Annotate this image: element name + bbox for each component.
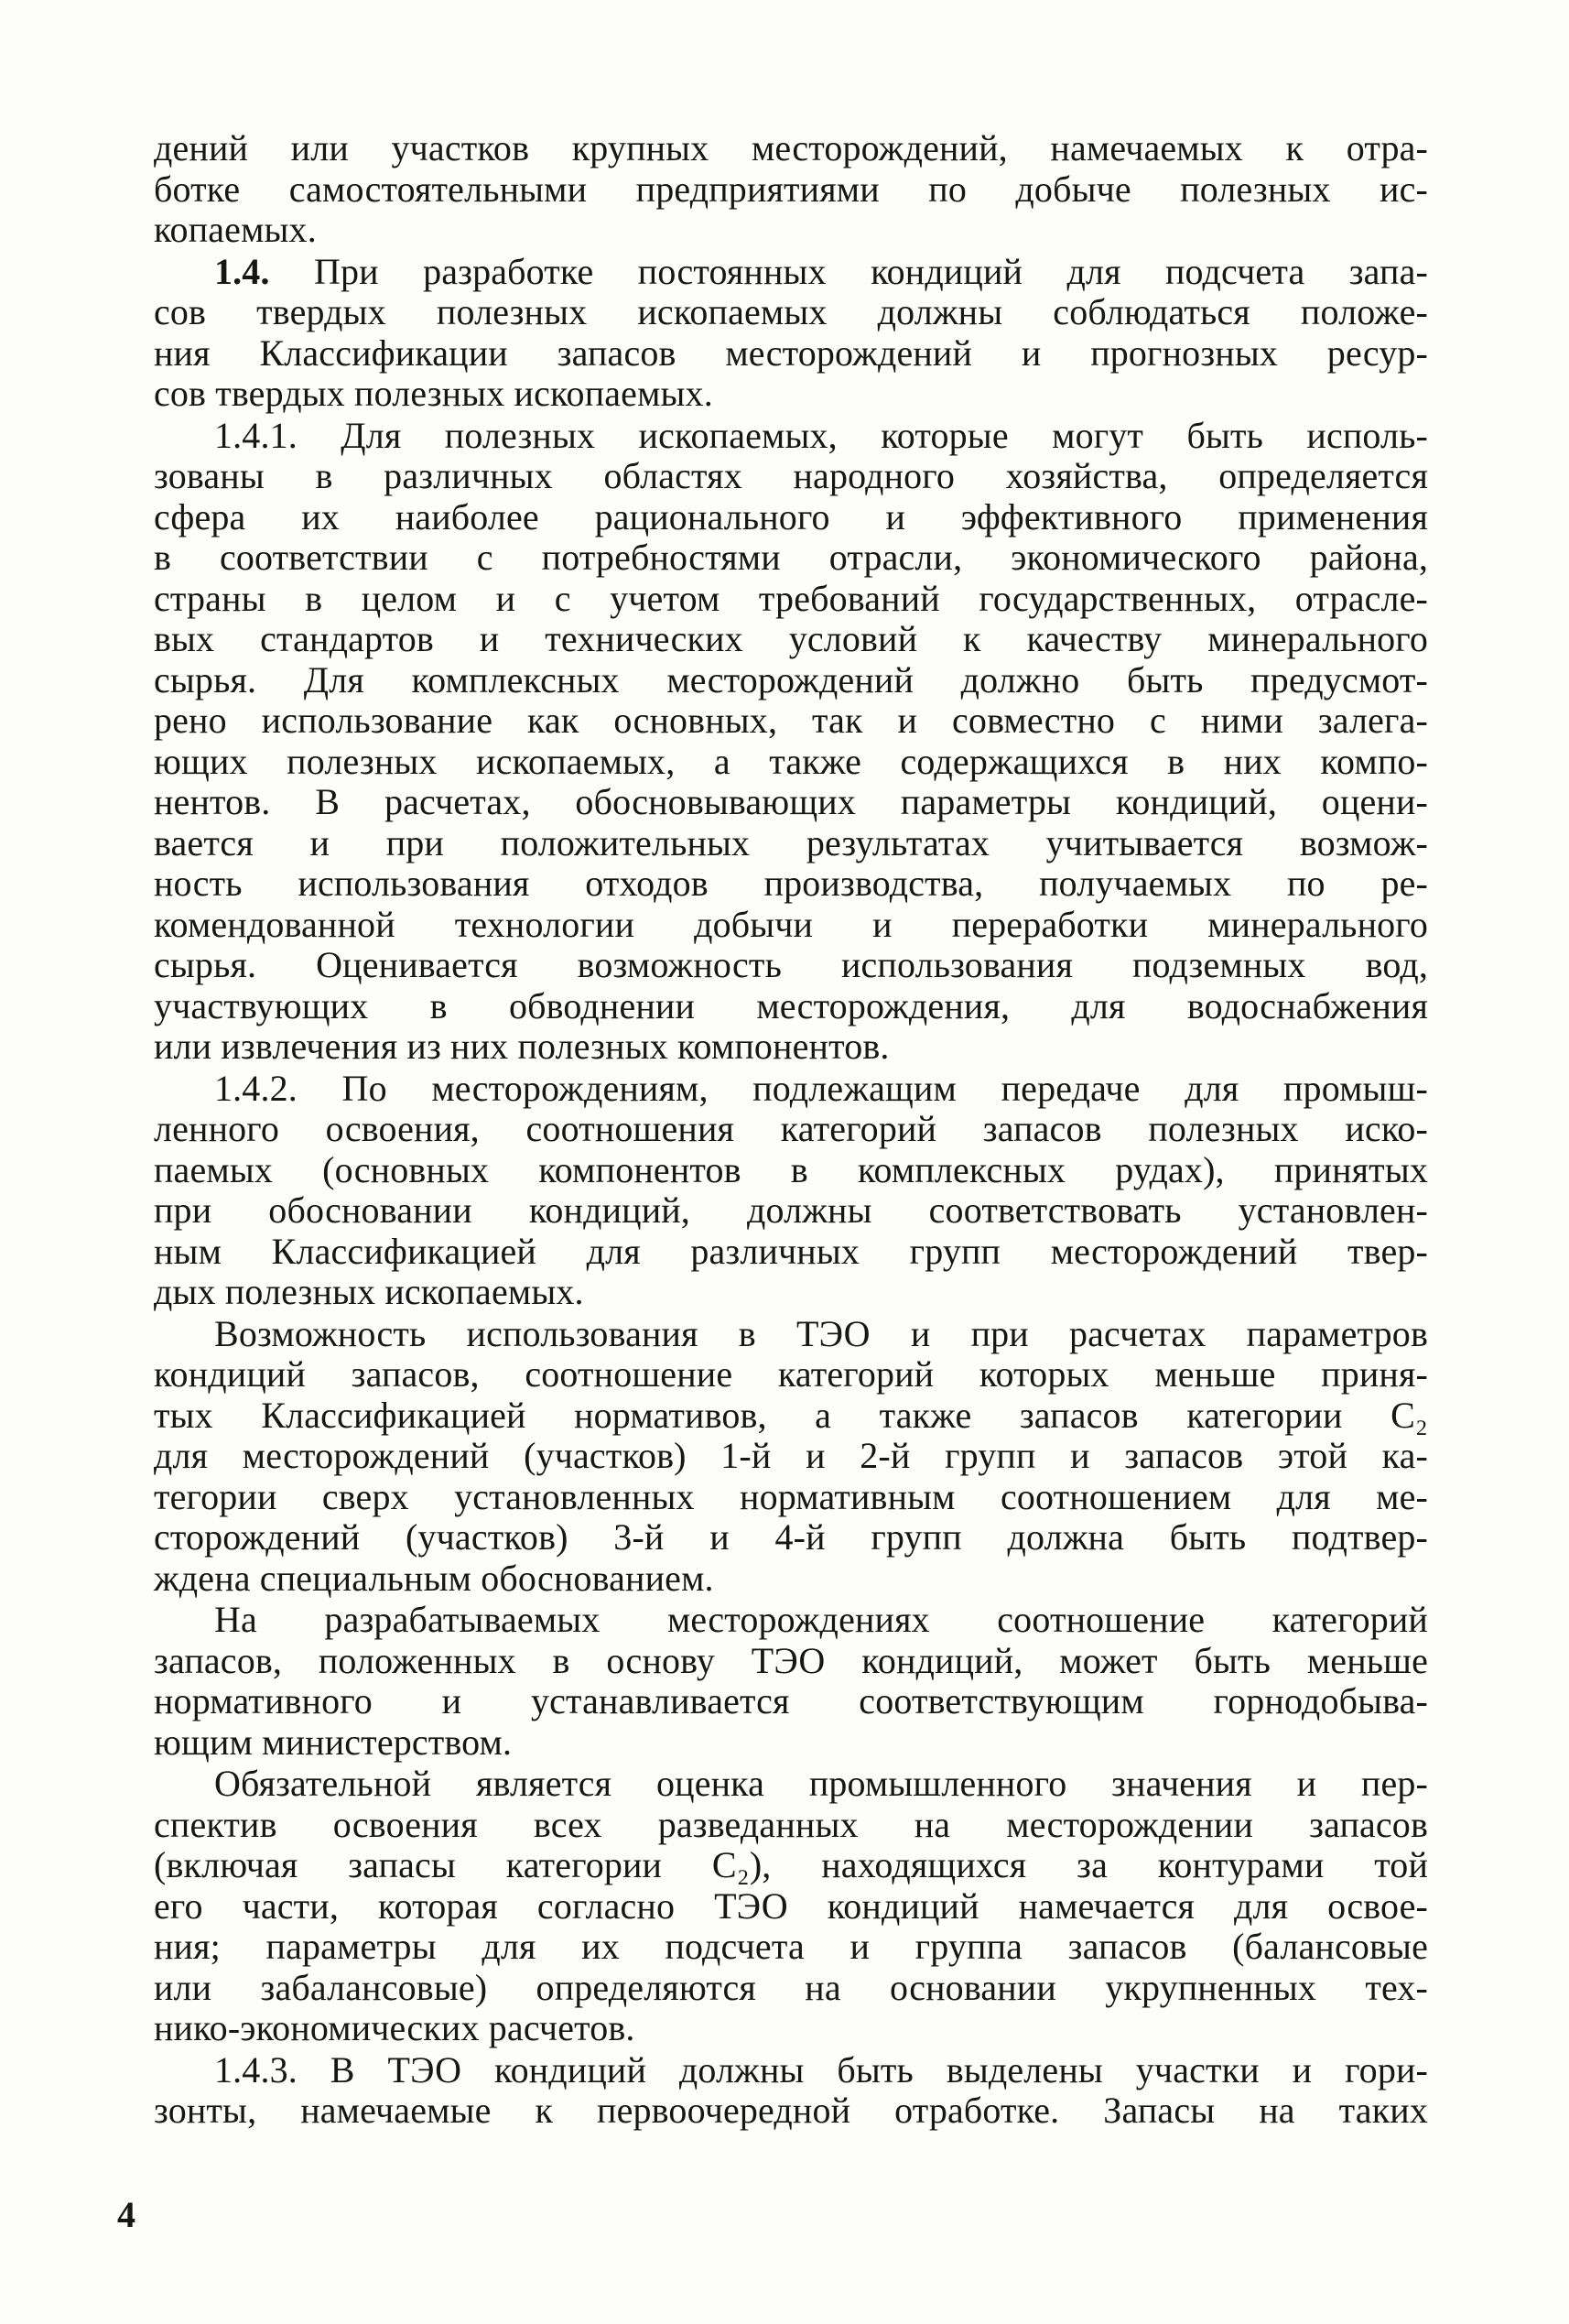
text-line: ющим министерством.	[154, 1721, 513, 1763]
text-line: вых стандартов и технических условий к качеству минерального	[154, 618, 1428, 659]
text-line: вается и при положительных результатах учитывается возмож-	[154, 821, 1428, 863]
text-line: дений или участков крупных месторождений, намечаемых к отра-	[154, 127, 1428, 168]
text-line: 1.4.1. Для полезных ископаемых, которые могут быть исполь-	[214, 414, 1428, 456]
text-line: или забалансовые) определяются на основании укрупненных тех-	[154, 1966, 1428, 2008]
text-line: На разрабатываемых месторождениях соотношение категорий	[214, 1599, 1428, 1640]
text-line: тых Классификацией нормативов, а также запасов категории C₂	[154, 1394, 1428, 1436]
text-line: спектив освоения всех разведанных на месторождении запасов	[154, 1803, 1428, 1845]
text-line: ным Классификацией для различных групп месторождений твер-	[154, 1230, 1428, 1272]
text-line	[154, 252, 1428, 293]
text-line: тегории сверх установленных нормативным соотношением для ме-	[154, 1475, 1428, 1517]
text-line: ющих полезных ископаемых, а также содержащихся в них компо-	[154, 740, 1428, 782]
text-line: ботке самостоятельными предприятиями по добыче полезных ис-	[154, 168, 1428, 210]
text-line: его части, которая согласно ТЭО кондиций намечается для освое-	[154, 1884, 1428, 1927]
text-line: сторождений (участков) 3-й и 4-й групп должна быть подтвер-	[154, 1516, 1428, 1558]
section-number: 1.4.	[214, 250, 270, 292]
text-line: кондиций запасов, соотношение категорий которых меньше приня-	[154, 1353, 1428, 1395]
text-line: сов твердых полезных ископаемых.	[154, 373, 713, 414]
text-line: в соответствии с потребностями отрасли, экономического района,	[154, 537, 1428, 578]
text-line: сырья. Оценивается возможность использования подземных вод,	[154, 944, 1428, 985]
text-line: сырья. Для комплексных месторождений должно быть предусмот-	[154, 658, 1428, 700]
text-line: нико-экономических расчетов.	[154, 2007, 635, 2048]
page-number: 4	[117, 2194, 135, 2235]
text-line: Обязательной является оценка промышленного значения и пер-	[214, 1763, 1428, 1804]
text-line: ния Классификации запасов месторождений и прогнозных ресур-	[154, 331, 1428, 374]
text-line: при обосновании кондиций, должны соответствовать установлен-	[154, 1189, 1428, 1231]
text-line: зованы в различных областях народного хозяйства, определяется	[154, 455, 1428, 496]
text-line: дых полезных ископаемых.	[154, 1271, 584, 1312]
text-line: комендованной технологии добычи и переработки минерального	[154, 903, 1428, 945]
text-line: Возможность использования в ТЭО и при расчетах параметров	[214, 1312, 1428, 1354]
text-line: (включая запасы категории C₂), находящихся за контурами той	[154, 1844, 1428, 1885]
text-line: копаемых.	[154, 209, 317, 250]
text-line: зонты, намечаемые к первоочередной отработке. Запасы на таких	[154, 2090, 1428, 2131]
text-line: нентов. В расчетах, обосновывающих параметры кондиций, оцени-	[154, 781, 1428, 822]
text-line: ния; параметры для их подсчета и группа запасов (балансовые	[154, 1926, 1428, 1967]
text-line: рено использование как основных, так и совместно с ними залега-	[154, 700, 1428, 741]
text-line: ленного освоения, соотношения категорий запасов полезных иско-	[154, 1108, 1428, 1149]
text-line: 1.4.2. По месторождениям, подлежащим передаче для промыш-	[214, 1067, 1428, 1109]
text-line: для месторождений (участков) 1-й и 2-й групп и запасов этой ка-	[154, 1435, 1428, 1476]
line-text: При разработке постоянных кондиций для подсчета запа-	[269, 250, 1428, 292]
text-line: запасов, положенных в основу ТЭО кондиций, может быть меньше	[154, 1639, 1428, 1681]
text-line: участвующих в обводнении месторождения, для водоснабжения	[154, 984, 1428, 1026]
text-line: ждена специальным обоснованием.	[154, 1557, 714, 1599]
text-line: или извлечения из них полезных компонентов.	[154, 1026, 890, 1067]
text-line: паемых (основных компонентов в комплексных рудах), принятых	[154, 1148, 1428, 1190]
text-line: нормативного и устанавливается соответствующим горнодобыва-	[154, 1680, 1428, 1721]
text-line: страны в целом и с учетом требований государственных, отрасле-	[154, 577, 1428, 619]
text-line: ность использования отходов производства, получаемых по ре-	[154, 863, 1428, 904]
text-line: 1.4.3. В ТЭО кондиций должны быть выделены участки и гори-	[214, 2048, 1428, 2091]
text-line: сфера их наиболее рационального и эффективного применения	[154, 495, 1428, 538]
text-line: сов твердых полезных ископаемых должны соблюдаться положе-	[154, 291, 1428, 332]
body-text	[154, 128, 1428, 2132]
